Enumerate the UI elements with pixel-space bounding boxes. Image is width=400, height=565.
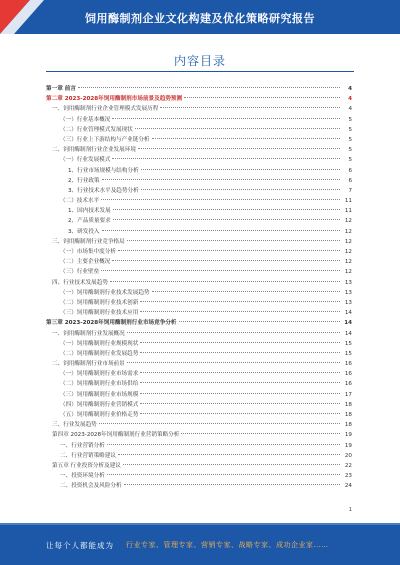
toc-dot-leader — [152, 291, 340, 292]
toc-entry-page: 18 — [344, 412, 352, 418]
toc-dot-leader — [152, 138, 340, 139]
toc-entry-label: 第三章 2023-2028年饲用酶制剂行业市场竞争分析 — [46, 320, 177, 327]
toc-dot-leader — [140, 413, 340, 414]
toc-entry[interactable] — [46, 166, 352, 176]
toc-entry-page: 13 — [344, 279, 352, 286]
toc-divider — [46, 71, 354, 72]
toc-heading: 内容目录 — [173, 54, 226, 68]
toc-entry-page: 12 — [344, 218, 352, 225]
toc-dot-leader — [110, 281, 340, 282]
toc-entry-label: 二、行业营销策略建议 — [60, 452, 116, 459]
toc-entry[interactable] — [46, 481, 352, 491]
toc-dot-leader — [112, 260, 340, 261]
toc-entry-label: 二、饲用酶制剂行业企业发展环境 — [52, 147, 136, 154]
toc-entry-page: 14 — [344, 330, 352, 337]
toc-entry[interactable] — [46, 186, 352, 196]
table-of-contents — [46, 84, 352, 492]
toc-entry-label: （二）饲用酶制剂行业发展趋势 — [60, 350, 139, 357]
toc-entry-page: 6 — [348, 167, 352, 174]
toc-entry-page: 19 — [344, 432, 352, 439]
toc-entry[interactable] — [46, 441, 352, 451]
toc-entry[interactable] — [46, 196, 352, 206]
toc-entry-label: 一、投资环境分析 — [60, 473, 105, 480]
toc-dot-leader — [140, 311, 340, 312]
toc-entry[interactable] — [46, 430, 352, 440]
toc-entry-page: 5 — [348, 126, 352, 133]
toc-entry-label: 1、国内技术发展 — [68, 208, 111, 215]
toc-dot-leader — [113, 219, 340, 220]
toc-entry-page: 16 — [344, 371, 352, 378]
toc-entry[interactable] — [46, 298, 352, 308]
toc-entry-label: （三）行业上下游结构与产业链分析 — [60, 136, 150, 143]
toc-entry-label: 第四章 2023-2028年饲用酶制剂行业营销策略分析 — [52, 432, 180, 439]
toc-entry-page: 5 — [348, 147, 352, 154]
toc-entry-page: 17 — [344, 391, 352, 398]
toc-dot-leader — [127, 332, 340, 333]
toc-dot-leader — [140, 403, 340, 404]
toc-dot-leader — [140, 352, 340, 353]
toc-entry-label: 2、产品质量要求 — [68, 218, 111, 225]
toc-dot-leader — [141, 169, 340, 170]
report-title: 饲用酶制剂企业文化构建及优化策略研究报告 — [85, 12, 315, 25]
toc-dot-leader — [102, 179, 340, 180]
toc-entry[interactable] — [46, 155, 352, 165]
toc-entry-label: 四、行业技术发展趋势 — [52, 279, 108, 286]
toc-entry[interactable] — [46, 115, 352, 125]
toc-entry-label: （三）行业壁垒 — [60, 269, 100, 276]
toc-dot-leader — [140, 342, 340, 343]
toc-entry-page: 12 — [344, 259, 352, 266]
toc-entry[interactable] — [46, 216, 352, 226]
toc-entry-label: （一）饲用酶制剂行业技术发展趋势 — [60, 289, 150, 296]
toc-entry-label: 一、饲用酶制剂行业发展概况 — [52, 330, 125, 337]
toc-entry[interactable] — [46, 339, 352, 349]
toc-dot-leader — [101, 270, 340, 271]
toc-entry-page: 5 — [348, 116, 352, 123]
header-bar — [0, 0, 400, 34]
toc-entry-label: （三）饲用酶制剂行业技术应用 — [60, 310, 139, 317]
toc-entry-label: （四）饲用酶制剂行业营销模式 — [60, 401, 139, 408]
toc-entry-page: 16 — [344, 381, 352, 388]
toc-entry[interactable] — [46, 308, 352, 318]
toc-entry-page: 23 — [344, 473, 352, 480]
toc-dot-leader — [112, 158, 340, 159]
toc-entry[interactable] — [46, 420, 352, 430]
toc-entry[interactable] — [46, 257, 352, 267]
toc-dot-leader — [179, 321, 340, 322]
toc-entry-page: 4 — [348, 86, 352, 92]
toc-entry-label: （三）饲用酶制剂行业市场规模 — [60, 391, 139, 398]
page-number: 1 — [348, 507, 352, 513]
toc-entry[interactable] — [46, 237, 352, 247]
toc-dot-leader — [127, 362, 340, 363]
toc-dot-leader — [99, 423, 340, 424]
toc-entry-label: 3、行业技术水平及趋势分析 — [68, 187, 139, 194]
toc-entry[interactable] — [46, 247, 352, 257]
toc-entry[interactable] — [46, 318, 352, 328]
toc-entry[interactable] — [46, 390, 352, 400]
toc-dot-leader — [78, 87, 340, 88]
toc-dot-leader — [102, 230, 340, 231]
toc-dot-leader — [140, 372, 340, 373]
toc-dot-leader — [107, 474, 340, 475]
toc-entry[interactable] — [46, 410, 352, 420]
toc-entry-page: 12 — [344, 249, 352, 255]
toc-entry-page: 22 — [344, 462, 352, 469]
toc-entry[interactable] — [46, 451, 352, 461]
toc-entry[interactable] — [46, 104, 352, 114]
toc-entry[interactable] — [46, 84, 352, 94]
toc-dot-leader — [127, 240, 340, 241]
toc-entry[interactable] — [46, 278, 352, 288]
toc-entry-label: （一）市场集中度分析 — [60, 249, 116, 255]
toc-entry-page: 18 — [344, 401, 352, 408]
toc-entry-page: 12 — [344, 269, 352, 276]
footer-lead-text: 让每个人都能成为 — [46, 541, 114, 550]
toc-entry-label: 三、饲用酶制剂行业竞争格局 — [52, 238, 125, 245]
toc-entry-label: 1、行业市场规模与结构分析 — [68, 167, 139, 174]
toc-entry-page: 14 — [344, 320, 352, 327]
toc-entry[interactable] — [46, 288, 352, 298]
toc-entry-page: 4 — [348, 106, 352, 113]
toc-entry-label: （二）饲用酶制剂行业市场供给 — [60, 381, 139, 388]
toc-entry[interactable] — [46, 461, 352, 471]
toc-entry-page: 7 — [348, 187, 352, 194]
toc-dot-leader — [184, 97, 340, 98]
toc-entry-page: 11 — [344, 198, 352, 205]
toc-entry-label: 第五章 行业投资分析及建议 — [52, 462, 121, 469]
toc-entry[interactable] — [46, 176, 352, 186]
toc-entry-label: 二、投资机会及风险分析 — [60, 483, 122, 490]
toc-dot-leader — [112, 118, 340, 119]
toc-dot-leader — [181, 433, 340, 434]
toc-dot-leader — [118, 250, 340, 251]
footer-tagline: 行业专家、管理专家、营销专家、战略专家、成功企业家…… — [126, 541, 329, 549]
footer-bar — [0, 525, 400, 565]
toc-dot-leader — [113, 209, 340, 210]
toc-entry[interactable] — [46, 125, 352, 135]
toc-dot-leader — [107, 444, 340, 445]
toc-entry-label: （二）主要企业概况 — [60, 259, 111, 266]
toc-dot-leader — [138, 148, 340, 149]
toc-dot-leader — [135, 128, 340, 129]
toc-entry-label: （一）饲用酶制剂行业市场需求 — [60, 371, 139, 378]
toc-entry-label: （二）行业管理模式发展现状 — [60, 126, 133, 133]
toc-entry-page: 14 — [344, 310, 352, 317]
toc-entry-page: 11 — [344, 208, 352, 215]
toc-dot-leader — [123, 464, 340, 465]
toc-entry-label: 2、行业政策 — [68, 177, 100, 184]
toc-entry[interactable] — [46, 349, 352, 359]
toc-entry[interactable] — [46, 227, 352, 237]
toc-entry[interactable] — [46, 135, 352, 145]
toc-entry[interactable] — [46, 94, 352, 104]
toc-entry-label: 第一章 前言 — [46, 86, 76, 92]
toc-dot-leader — [141, 189, 340, 190]
toc-entry[interactable] — [46, 400, 352, 410]
toc-entry-page: 12 — [344, 228, 352, 235]
toc-entry-label: （一）饲用酶制剂行业规模现状 — [60, 340, 139, 347]
toc-entry-page: 24 — [344, 483, 352, 490]
toc-entry[interactable] — [46, 329, 352, 339]
toc-dot-leader — [101, 199, 340, 200]
toc-entry-label: （五）饲用酶制剂行业价格走势 — [60, 412, 139, 418]
toc-entry[interactable] — [46, 267, 352, 277]
toc-entry[interactable] — [46, 206, 352, 216]
toc-entry-page: 15 — [344, 340, 352, 347]
toc-entry-page: 15 — [344, 350, 352, 357]
toc-dot-leader — [140, 393, 340, 394]
toc-entry-label: 二、饲用酶制剂行业市场前景 — [52, 361, 125, 368]
toc-dot-leader — [140, 301, 340, 302]
toc-entry-page: 5 — [348, 157, 352, 164]
toc-entry[interactable] — [46, 359, 352, 369]
toc-entry-label: 第二章 2023-2028年饲用酶制剂市场前景及趋势预测 — [46, 96, 183, 103]
toc-entry-page: 13 — [344, 299, 352, 306]
toc-entry-page: 4 — [348, 96, 352, 103]
toc-entry-label: （一）行业发展模式 — [60, 157, 111, 164]
toc-entry[interactable] — [46, 145, 352, 155]
toc-entry[interactable] — [46, 379, 352, 389]
toc-entry-label: （二）技术水平 — [60, 198, 100, 205]
toc-dot-leader — [124, 484, 340, 485]
toc-entry-page: 19 — [344, 442, 352, 449]
toc-entry-label: 一、饲用酶制剂行业企业管理模式发展历程 — [52, 106, 159, 113]
toc-entry-page: 12 — [344, 238, 352, 245]
toc-dot-leader — [118, 454, 340, 455]
toc-entry-page: 13 — [344, 289, 352, 296]
toc-entry-page: 16 — [344, 361, 352, 368]
toc-entry-page: 20 — [344, 452, 352, 459]
toc-entry-page: 5 — [348, 136, 352, 143]
toc-dot-leader — [160, 107, 340, 108]
toc-entry-label: （二）饲用酶制剂行业技术创新 — [60, 299, 139, 306]
toc-entry-label: 3、研发投入 — [68, 228, 100, 235]
toc-entry-label: 一、行业营销分析 — [60, 442, 105, 449]
toc-entry[interactable] — [46, 369, 352, 379]
toc-entry-page: 18 — [344, 422, 352, 429]
toc-entry[interactable] — [46, 471, 352, 481]
toc-entry-label: 三、行业发展趋势 — [52, 422, 97, 429]
toc-entry-page: 6 — [348, 177, 352, 184]
toc-entry-label: （一）行业基本概况 — [60, 116, 111, 123]
toc-dot-leader — [140, 382, 340, 383]
